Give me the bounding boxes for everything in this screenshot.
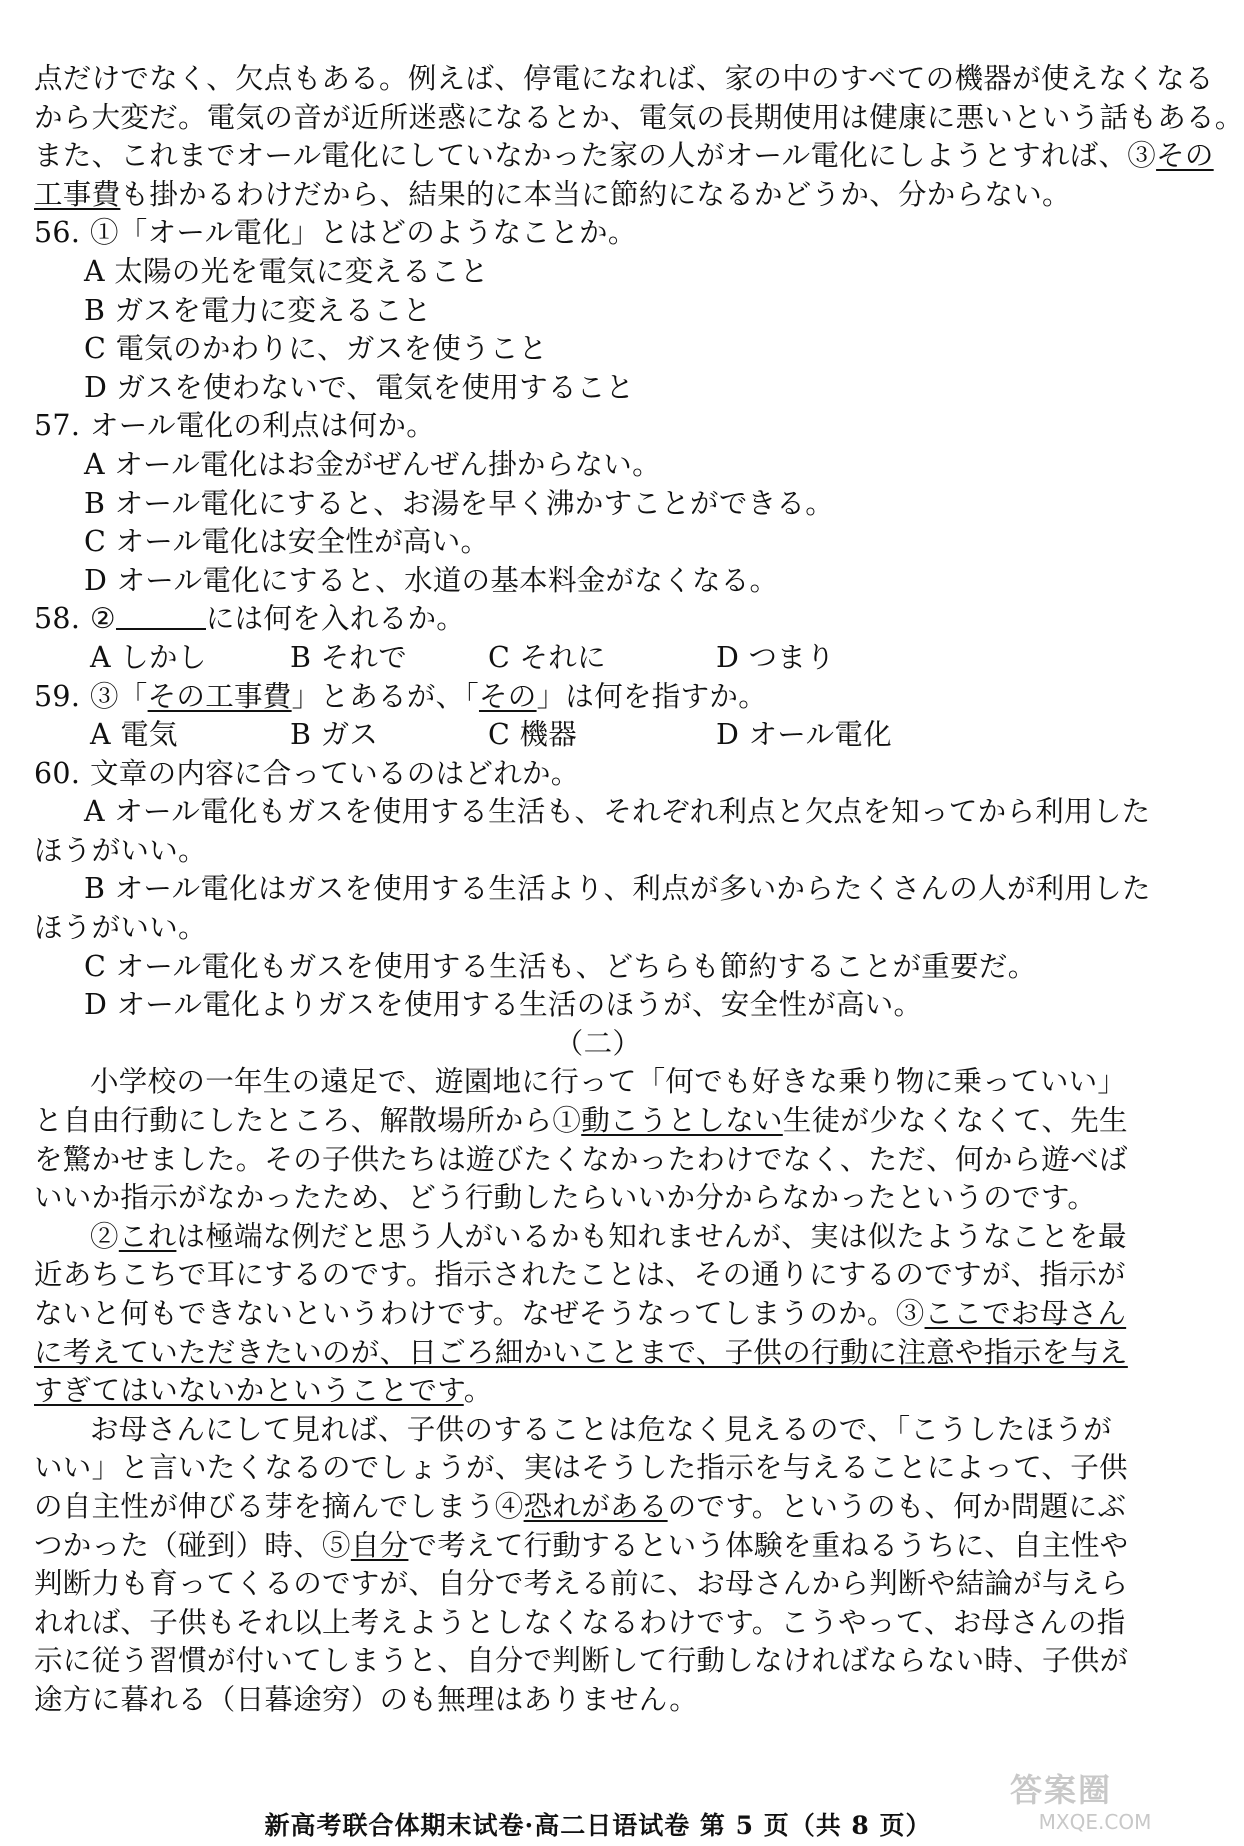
option: B オール電化にすると、お湯を早く沸かすことができる。 xyxy=(84,486,835,520)
question-57 xyxy=(34,407,1162,600)
passage-top xyxy=(34,60,1244,214)
options-row xyxy=(34,716,1162,755)
option: C それに xyxy=(488,640,606,674)
passage-line: 示に従う習慣が付いてしまうと、自分で判断して行動しなければならない時、子供が xyxy=(34,1644,1129,1678)
question-58: 58. ② には何を入れるか。 A しかし B それで C それに D つまり xyxy=(34,600,1162,677)
question-number: 58. xyxy=(34,602,81,636)
option: D オール電化にすると、水道の基本料金がなくなる。 xyxy=(84,563,779,597)
option: D オール電化 xyxy=(716,718,892,752)
passage-line: 途方に暮れる（日暮途穷）のも無理はありません。 xyxy=(34,1682,699,1716)
passage-two xyxy=(34,1063,1162,1719)
option: C 電気のかわりに、ガスを使うこと xyxy=(84,332,548,366)
option: A しかし xyxy=(90,640,207,674)
underlined-phrase: その xyxy=(1156,139,1214,173)
underlined-phrase: ここでお母さん xyxy=(924,1297,1127,1330)
option-continued: ほうがいい。 xyxy=(34,911,207,945)
option: D ガスを使わないで、電気を使用すること xyxy=(84,370,635,404)
question-number: 59. xyxy=(34,679,81,713)
section-heading: （二） xyxy=(554,1026,642,1060)
passage-line: ないと何もできないというわけです。なぜそうなってしまうのか。③ここでお母さん xyxy=(34,1297,1127,1330)
underlined-phrase: 恐れがある xyxy=(523,1489,668,1523)
question-stem: 文章の内容に合っているのはどれか。 xyxy=(90,756,580,790)
passage-line: 近あちこちで耳にするのです。指示されたことは、その通りにするのですが、指示が xyxy=(34,1258,1126,1292)
passage-line: つかった（碰到）時、⑤自分で考えて行動するという体験を重ねるうちに、自主性や xyxy=(34,1528,1129,1562)
question-56 xyxy=(34,214,1162,407)
watermark-logo: 答案圈 xyxy=(1010,1771,1113,1809)
passage-line: と自由行動にしたところ、解散場所から①動こうとしない生徒が少なくなくて、先生 xyxy=(34,1104,1128,1138)
passage-line: を驚かせました。その子供たちは遊びたくなかったわけでなく、ただ、何から遊べば xyxy=(34,1142,1128,1176)
passage-line: また、これまでオール電化にしていなかった家の人がオール電化にしようとすれば、③その xyxy=(34,139,1214,173)
option-continued: ほうがいい。 xyxy=(34,833,207,867)
option: C オール電化は安全性が高い。 xyxy=(84,525,490,559)
passage-line: いい」と言いたくなるのでしょうが、実はそうした指示を与えることによって、子供 xyxy=(34,1451,1128,1485)
option: C オール電化もガスを使用する生活も、どちらも節約することが重要だ。 xyxy=(84,949,1037,983)
underlined-phrase: その工事費 xyxy=(147,679,292,713)
passage-line: 工事費も掛かるわけだから、結果的に本当に節約になるかどうか、分からない。 xyxy=(34,177,1071,211)
passage-line xyxy=(34,1334,1162,1373)
question-60 xyxy=(34,755,1162,1025)
passage-line: から大変だ。電気の音が近所迷惑になるとか、電気の長期使用は健康に悪いという話もある。 xyxy=(34,100,1244,134)
underlined-phrase: 工事費 xyxy=(34,177,121,211)
passage-line: 小学校の一年生の遠足で、遊園地に行って「何でも好きな乗り物に乗っていい」 xyxy=(90,1065,1127,1099)
answer-blank xyxy=(116,602,206,630)
passage-line: お母さんにして見れば、子供のすることは危なく見えるので、「こうしたほうが xyxy=(90,1412,1112,1446)
question-number: 60. xyxy=(34,756,81,790)
option: A 太陽の光を電気に変えること xyxy=(84,254,489,288)
option: D オール電化よりガスを使用する生活のほうが、安全性が高い。 xyxy=(84,988,923,1022)
watermark-url: MXQE.COM xyxy=(1038,1810,1152,1834)
underlined-phrase: 動こうとしない xyxy=(581,1104,783,1138)
option: B ガスを電力に変えること xyxy=(84,293,432,327)
underlined-phrase: すぎてはいないかということです xyxy=(34,1374,464,1408)
question-stem: ①「オール電化」とはどのようなことか。 xyxy=(90,216,637,250)
passage-line: の自主性が伸びる芽を摘んでしまう④恐れがあるのです。というのも、何か問題にぶ xyxy=(34,1489,1127,1523)
option: A 電気 xyxy=(90,718,178,752)
passage-line: すぎてはいないかということです。 xyxy=(34,1374,493,1408)
question-stem: オール電化の利点は何か。 xyxy=(90,409,436,443)
option: A オール電化はお金がぜんぜん掛からない。 xyxy=(84,447,661,481)
option: B オール電化はガスを使用する生活より、利点が多いからたくさんの人が利用した xyxy=(84,872,1151,906)
option: A オール電化もガスを使用する生活も、それぞれ利点と欠点を知ってから利用した xyxy=(84,795,1151,829)
passage-line: れれば、子供もそれ以上考えようとしなくなるわけです。こうやって、お母さんの指 xyxy=(34,1605,1126,1639)
passage-line: いいか指示がなかったため、どう行動したらいいか分からなかったというのです。 xyxy=(34,1181,1097,1215)
options-row xyxy=(34,639,1162,678)
option: D つまり xyxy=(716,640,835,674)
question-number: 56. xyxy=(34,216,81,250)
option: C 機器 xyxy=(488,718,578,752)
underlined-phrase: に考えていただきたいのが、日ごろ細かいことまで、子供の行動に注意や指示を与え xyxy=(34,1335,1128,1369)
underlined-phrase: 自分 xyxy=(350,1528,409,1562)
underlined-phrase: その xyxy=(478,679,537,713)
option: B それで xyxy=(290,640,408,674)
question-59: 59. ③「その工事費」とあるが、「その」は何を指すか。 A 電気 B ガス C 機器 D オール電化 xyxy=(34,678,1162,755)
passage-line: 点だけでなく、欠点もある。例えば、停電になれば、家の中のすべての機器が使えなくなる xyxy=(34,62,1214,95)
underlined-phrase: これ xyxy=(118,1219,177,1253)
question-number: 57. xyxy=(34,409,81,443)
page-footer: 新高考联合体期末试卷·高二日语试卷 第 5 页（共 8 页） xyxy=(264,1811,932,1840)
watermark xyxy=(1010,1770,1180,1840)
passage-line: 判断力も育ってくるのですが、自分で考える前に、お母さんから判断や結論が与えら xyxy=(34,1567,1129,1601)
passage-line: ②これは極端な例だと思う人がいるかも知れませんが、実は似たようなことを最 xyxy=(90,1219,1127,1253)
option: B ガス xyxy=(290,718,379,752)
